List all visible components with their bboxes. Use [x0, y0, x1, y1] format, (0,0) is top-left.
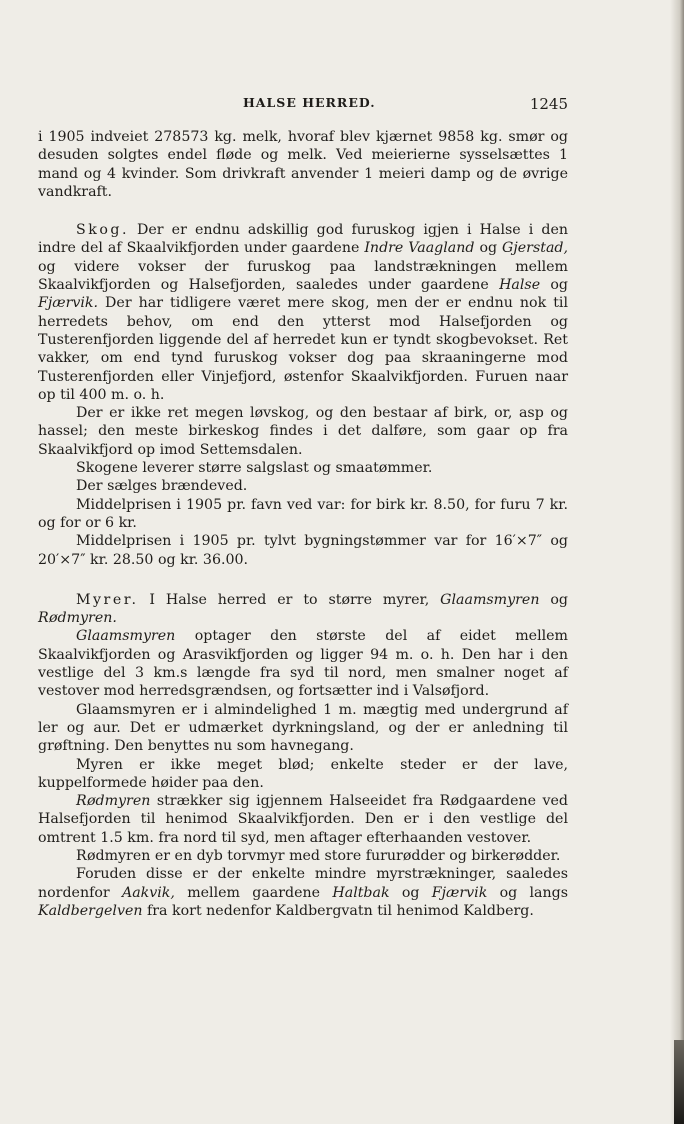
place-name: Aakvik, [121, 884, 175, 901]
paragraph-brandeved: Der sælges brændeved. [76, 478, 248, 495]
place-name: Indre Vaagland [364, 240, 475, 257]
paragraph-favn-price: Middelprisen i 1905 pr. favn ved var: for birk kr. 8.50, for furu 7 kr. og for or 6 kr. [38, 496, 568, 531]
paragraph-rodmyren: Rødmyren strækker sig igjennem Halseeidet fra Rødgaardene ved Halsefjorden til henimod Skaalvikfjorden. Den er i den vestlige del omtrent 1.5 km. fra nord til syd, men aftager efterhaanden vestover. [38, 793, 568, 846]
paragraph-glaamsmyren-soil: Glaamsmyren er i almindelighed 1 m. mægtig med undergrund af ler og aur. Det er udmærket dyrkningsland, og der er anledning til grøftning. Den benyttes nu som havnegang. [38, 701, 568, 755]
place-name: Gjerstad, [502, 240, 568, 257]
place-name: Fjærvik [431, 884, 488, 901]
paragraph-lovskog: Der er ikke ret megen løvskog, og den bestaar af birk, or, asp og hassel; den meste birkeskog findes i det dalføre, som gaar op fra Skaalvikfjord op imod Settemsdalen. [38, 405, 568, 458]
paragraph-dairy: i 1905 indveiet 278573 kg. melk, hvoraf blev kjærnet 9858 kg. smør og desuden solgtes endel fløde og melk. Ved meierierne sysselsættes 1 mand og 4 kvinder. Som drivkraft anvender 1 meieri damp og de øvrige vandkraft. [38, 129, 568, 200]
section-heading-skog: Skog. [76, 222, 129, 239]
paragraph-tylvt-price: Middelprisen i 1905 pr. tylvt bygningstømmer var for 16′×7″ og 20′×7″ kr. 28.50 og kr. 36.00. [38, 533, 568, 568]
section-heading-myrer: Myrer. [76, 591, 139, 608]
page-edge-shadow [670, 0, 684, 1124]
place-name: Rødmyren [76, 793, 151, 810]
place-name: Rødmyren. [38, 610, 117, 627]
paragraph-salgslast: Skogene leverer større salgslast og smaatømmer. [76, 460, 433, 477]
place-name: Halse [499, 277, 541, 294]
running-title: HALSE HERRED. [243, 95, 376, 110]
paragraph-other-myr: Foruden disse er der enkelte mindre myrstrækninger, saaledes nordenfor Aakvik, mellem gaardene Haltbak og Fjærvik og langs Kaldbergelven fra kort nedenfor Kaldbergvatn til henimod Kaldberg. [38, 866, 568, 919]
paragraph-myrer-intro: Myrer. I Halse herred er to større myrer, Glaamsmyren og Rødmyren. [38, 591, 568, 627]
place-name: Kaldbergelven [38, 902, 143, 919]
paragraph-myren-blod: Myren er ikke meget blød; enkelte steder er der lave, kuppelformede høider paa den. [38, 756, 568, 791]
page-corner-shadow [674, 1040, 684, 1124]
paragraph-skog-intro: Skog. Der er endnu adskillig god furuskog igjen i Halse i den indre del af Skaalvikfjorden under gaardene Indre Vaagland og Gjerstad, og videre vokser der furuskog paa landstrækningen mellem Skaalvikfjorden og Halsefjorden, saaledes under gaardene Halse og Fjærvik. Der har tidligere været mere skog, men der er endnu nok til herredets behov, om end den ytterst mod Halsefjorden og Tusterenfjorden liggende del af herredet kun er tyndt skogbevokset. Ret vakker, om end tynd furuskog vokser dog paa skraaningerne mod Tusterenfjorden eller Vinjefjord, østenfor Skaalvikfjorden. Furuen naar op til 400 m. o. h. [38, 222, 568, 403]
page-header [38, 95, 568, 115]
place-name: Glaamsmyren [76, 628, 176, 645]
page-number: 1245 [529, 95, 568, 113]
place-name: Glaamsmyren [440, 591, 540, 608]
paragraph-glaamsmyren: Glaamsmyren optager den største del af eidet mellem Skaalvikfjorden og Arasvikfjorden og ligger 94 m. o. h. Den har i den vestlige del 3 km.s længde fra syd til nord, men smalner noget af vestover mod herredsgrændsen, og fortsætter ind i Valsøfjord. [38, 628, 568, 700]
paragraph-rodmyren-torv: Rødmyren er en dyb torvmyr med store fururødder og birkerødder. [76, 847, 561, 864]
place-name: Fjærvik. [38, 295, 99, 312]
place-name: Haltbak [332, 884, 390, 901]
page-body [38, 128, 568, 920]
